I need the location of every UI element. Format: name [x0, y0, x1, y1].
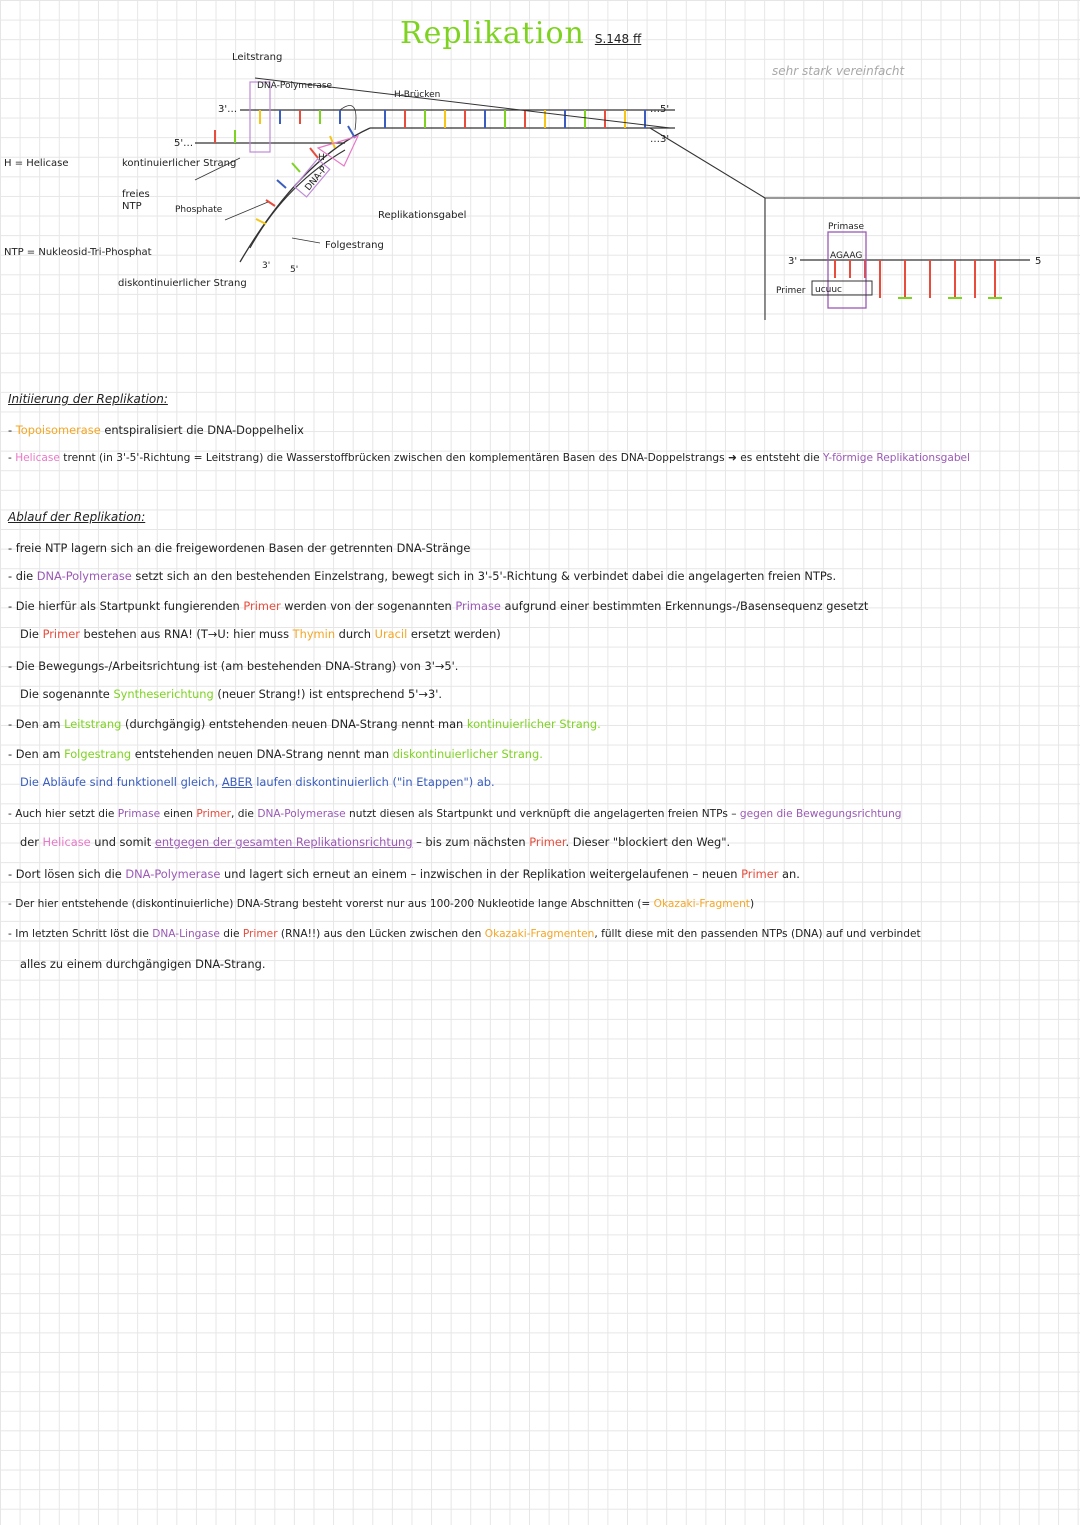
- five-prime-left: 5'…: [174, 138, 194, 149]
- three-prime-left: 3'…: [218, 104, 238, 115]
- ablauf-line-12: - Dort lösen sich die DNA-Polymerase und lagert sich erneut an einem – inzwischen in der Replikation weitergelaufenen – neuen Primer an.: [8, 867, 800, 881]
- kontinuierlich-label: kontinuierlicher Strang: [122, 158, 237, 169]
- ablauf-line-11: der Helicase und somit entgegen der gesamten Replikationsrichtung – bis zum nächsten Primer. Dieser "blockiert den Weg".: [20, 835, 731, 849]
- page-reference: S.148 ff: [594, 32, 642, 46]
- init-heading: Initiierung der Replikation:: [8, 392, 168, 406]
- zoom-five-prime: 5: [1035, 256, 1042, 267]
- zoom-bases: [835, 260, 1002, 298]
- ablauf-line-4: Die Primer bestehen aus RNA! (T→U: hier muss Thymin durch Uracil ersetzt werden): [20, 627, 501, 641]
- phosphate-label: Phosphate: [175, 205, 223, 215]
- init-line-1: - Topoisomerase entspiralisiert die DNA-Doppelhelix: [8, 423, 304, 437]
- lagging-new-strand: [250, 150, 345, 248]
- five-prime-bottom: 5': [290, 265, 299, 275]
- zoom-three-prime: 3': [788, 256, 798, 267]
- ablauf-line-8: - Den am Folgestrang entstehenden neuen DNA-Strang nennt man diskontinuierlicher Strang.: [8, 747, 543, 761]
- freies-label: freies: [122, 189, 150, 200]
- ablauf-line-14: - Im letzten Schritt löst die DNA-Lingase die Primer (RNA!!) aus den Lücken zwischen den Okazaki-Fragmenten, füllt diese mit den passenden NTPs (DNA) auf und verbindet: [8, 928, 921, 940]
- primer-sequence: ucuuc: [815, 285, 843, 295]
- leitstrang-label: Leitstrang: [232, 52, 283, 63]
- ablauf-line-3: - Die hierfür als Startpunkt fungierenden Primer werden von der sogenannten Primase aufgrund einer bestimmten Erkennungs-/Basensequenz gesetzt: [8, 599, 869, 613]
- ablauf-line-6: Die sogenannte Syntheserichtung (neuer Strang!) ist entsprechend 5'→3'.: [20, 687, 442, 701]
- ablauf-line-5: - Die Bewegungs-/Arbeitsrichtung ist (am bestehenden DNA-Strang) von 3'→5'.: [8, 659, 459, 673]
- diskontinuierlich-label: diskontinuierlicher Strang: [118, 278, 247, 289]
- title-block: [400, 16, 641, 51]
- init-line-2: - Helicase trennt (in 3'-5'-Richtung = Leitstrang) die Wasserstoffbrücken zwischen den komplementären Basen des DNA-Doppelstrangs ➜ es entsteht die Y-förmige Replikationsgabel: [8, 452, 971, 464]
- helicase-definition: H = Helicase: [4, 158, 69, 169]
- primase-label: Primase: [828, 222, 864, 232]
- three-prime-right: …3': [650, 134, 670, 145]
- ntp-label: NTP: [122, 201, 142, 212]
- pointer-folgestrang: [292, 238, 320, 243]
- ablauf-line-7: - Den am Leitstrang (durchgängig) entstehenden neuen DNA-Strang nennt man kontinuierlicher Strang.: [8, 717, 601, 731]
- lagging-polymerase-label: DNA-P: [303, 164, 330, 193]
- ablauf-line-15: alles zu einem durchgängigen DNA-Strang.: [20, 957, 266, 971]
- ablauf-line-13: - Der hier entstehende (diskontinuierliche) DNA-Strang besteht vorerst nur aus 100-200 Nukleotide lange Abschnitten (= Okazaki-Fragment): [8, 898, 755, 910]
- pointer-diskontinuierlich: [225, 202, 268, 220]
- term-helicase: Helicase: [15, 452, 60, 464]
- simplification-note: sehr stark vereinfacht: [772, 64, 905, 78]
- h-bruecken-label: H-Brücken: [394, 90, 441, 100]
- primer-label: Primer: [776, 286, 806, 296]
- ablauf-line-10: - Auch hier setzt die Primase einen Primer, die DNA-Polymerase nutzt diesen als Startpunkt und verknüpft die angelagerten freien NTPs – gegen die Bewegungsrichtung: [8, 808, 902, 820]
- three-prime-bottom: 3': [262, 261, 271, 271]
- polymerase-label: DNA-Polymerase: [257, 81, 333, 91]
- ablauf-line-1: - freie NTP lagern sich an die freigewordenen Basen der getrennten DNA-Stränge: [8, 541, 471, 555]
- five-prime-right: …5': [650, 104, 670, 115]
- replikationsgabel-label: Replikationsgabel: [378, 210, 467, 221]
- ablauf-line-9: Die Abläufe sind funktionell gleich, ABER laufen diskontinuierlich ("in Etappen") ab.: [20, 775, 495, 789]
- helicase-h-label: H: [318, 153, 325, 163]
- template-sequence: AGAAG: [830, 251, 863, 261]
- term-replikationsgabel: Y-förmige Replikationsgabel: [823, 452, 971, 464]
- ablauf-heading: Ablauf der Replikation:: [8, 510, 146, 524]
- primase-box: [828, 232, 866, 308]
- ablauf-line-2: - die DNA-Polymerase setzt sich an den bestehenden Einzelstrang, bewegt sich in 3'-5'-Richtung & verbindet dabei die angelagerten freien NTPs.: [8, 569, 837, 583]
- folgestrang-label: Folgestrang: [325, 240, 384, 251]
- page-title: Replikation: [400, 16, 585, 51]
- term-topoisomerase: Topoisomerase: [15, 423, 101, 437]
- base-pairs: [215, 110, 645, 143]
- ntp-definition: NTP = Nukleosid-Tri-Phosphat: [4, 247, 152, 258]
